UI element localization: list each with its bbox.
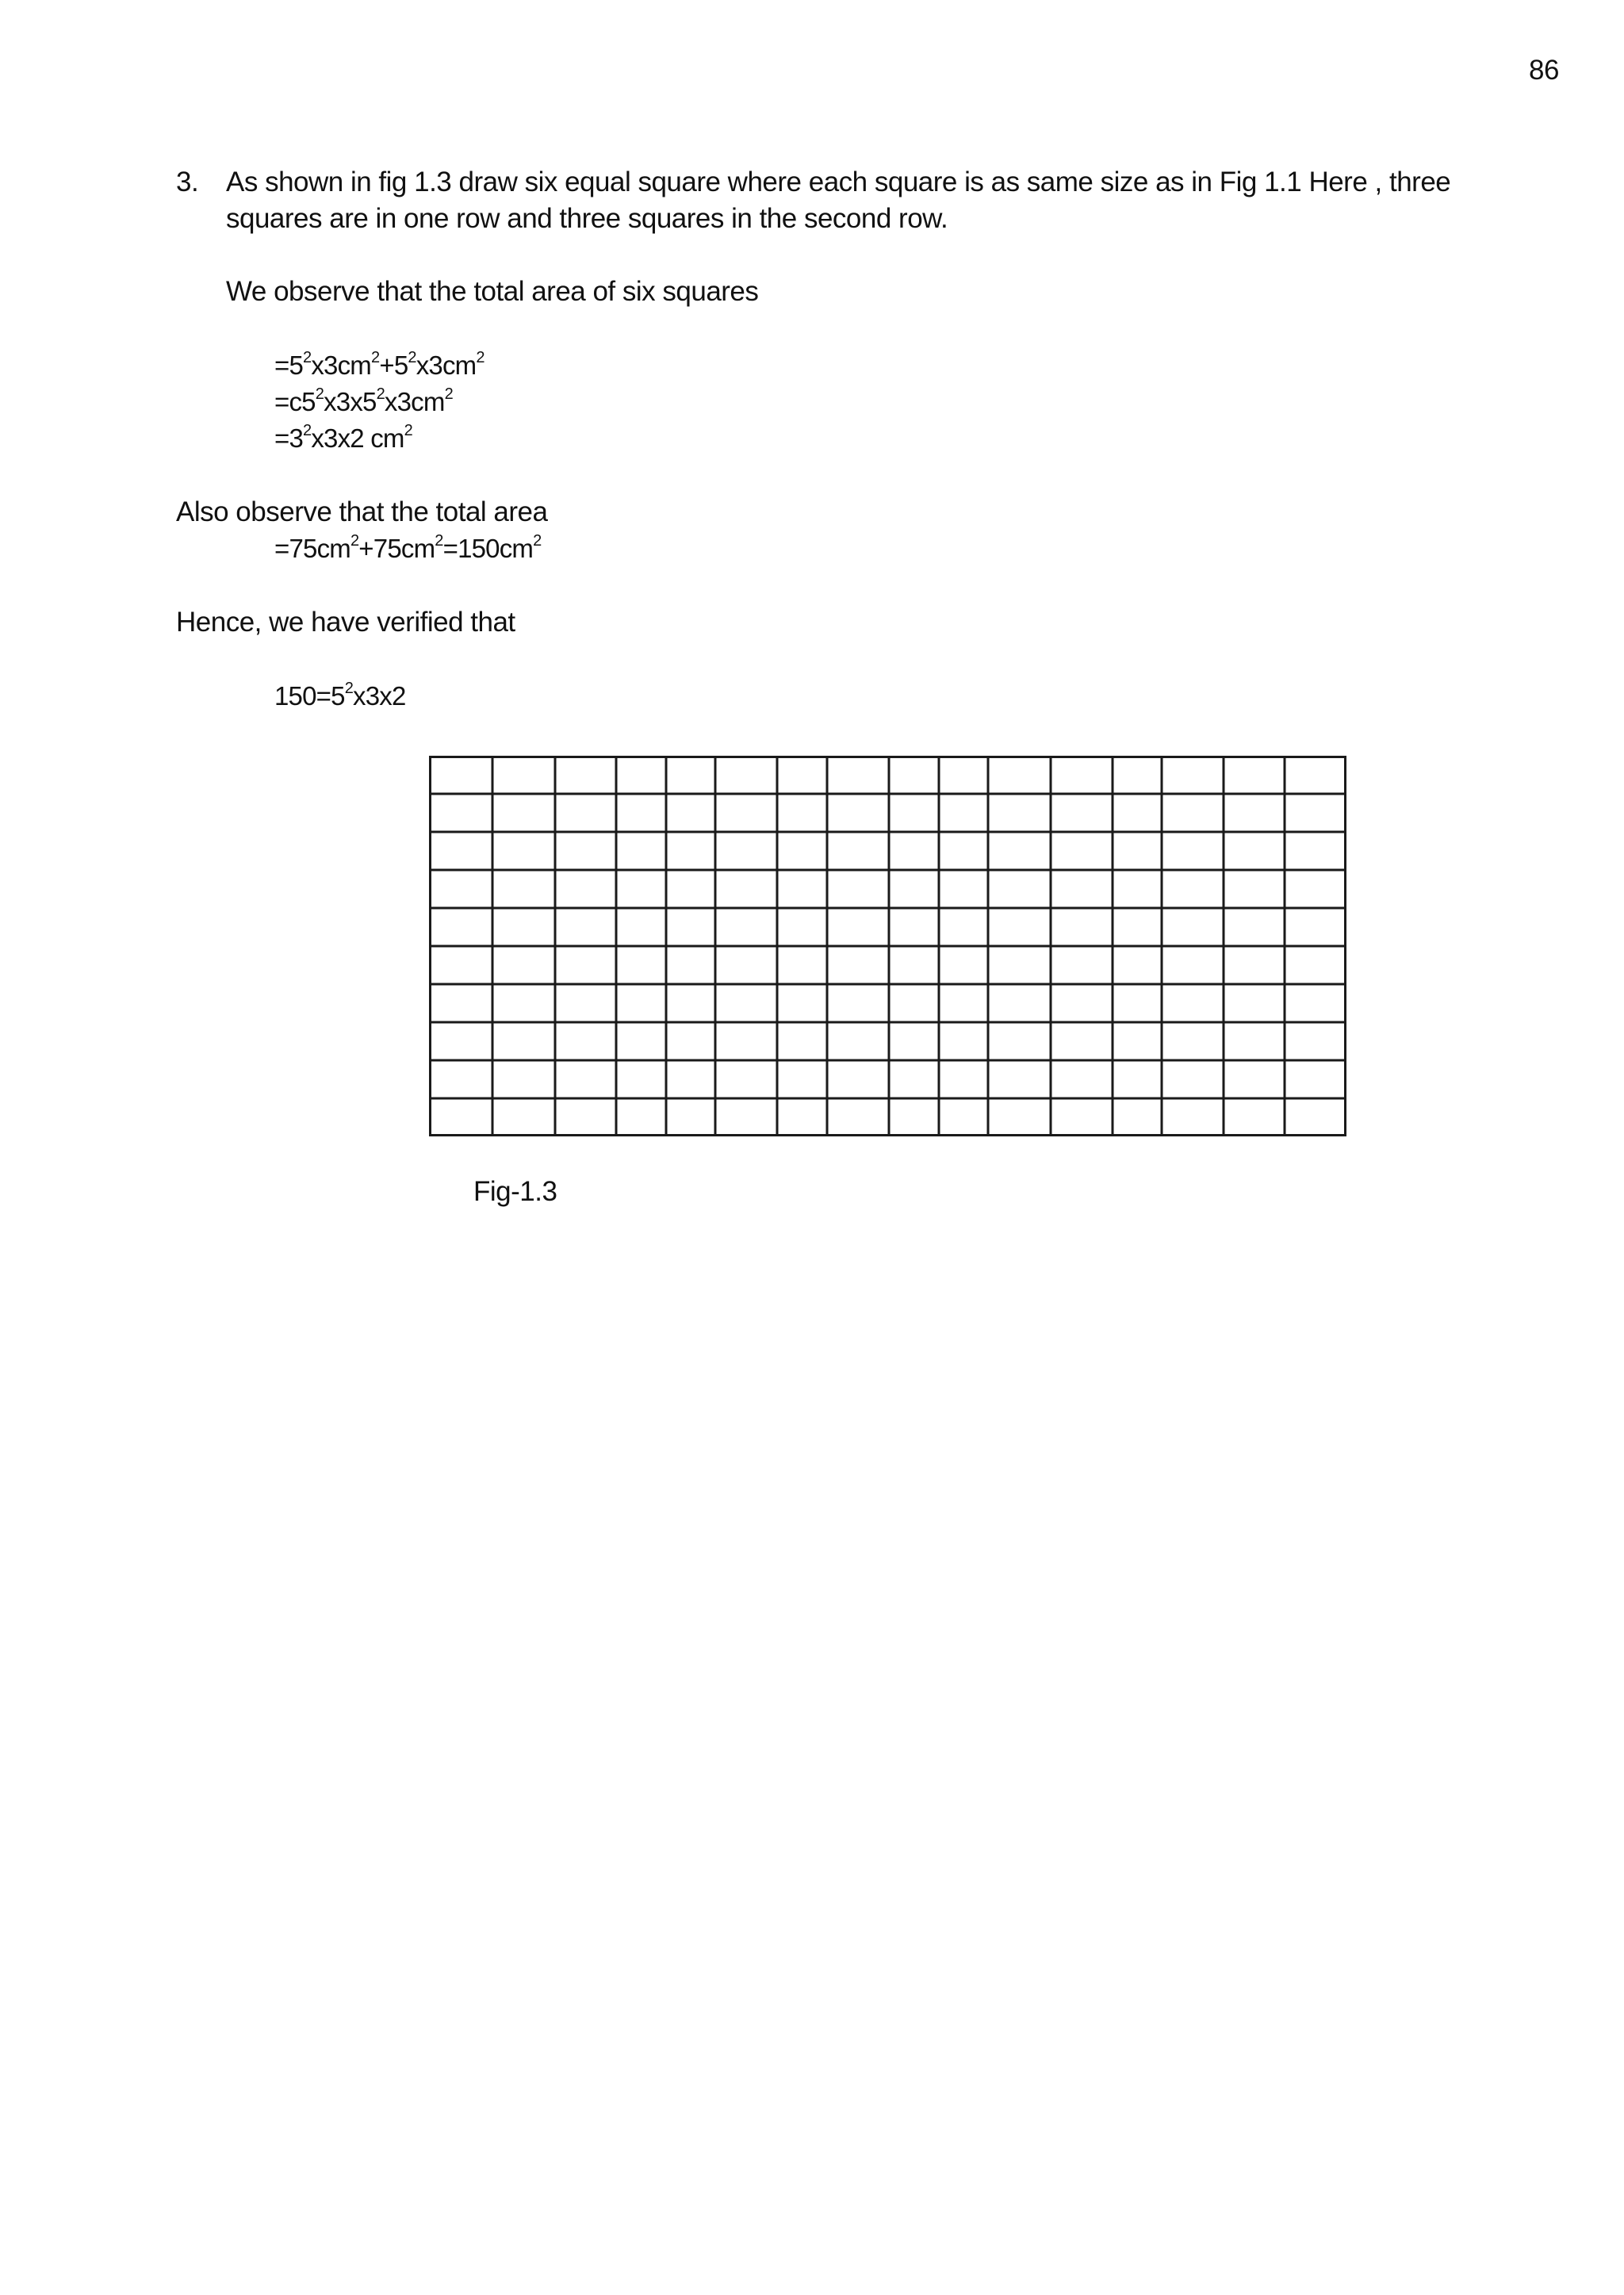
result-equation: $150=5^2x3x2$ — [274, 680, 406, 711]
figure-grid — [429, 756, 1346, 1136]
page-number: 86 — [1529, 55, 1559, 86]
equation-line-2: $=c5^2x3x5^2x3cm^2$ — [274, 385, 453, 416]
hence-text: Hence, we have verified that — [176, 607, 515, 638]
also-observe-text: Also observe that the total area — [176, 496, 548, 527]
figure-caption: Fig-1.3 — [473, 1176, 557, 1207]
equation-line-1: $=5^2x3cm^2+5^2x3cm^2$ — [274, 349, 485, 380]
total-area-equation: $=75cm^2+75cm^2=150cm^2$ — [274, 532, 542, 563]
equation-line-3: $=3^2x3x2$ $cm^2$ — [274, 422, 412, 453]
observe-text: We observe that the total area of six squares — [226, 276, 759, 307]
item-number: 3. — [176, 167, 199, 197]
item-text-line-2: squares are in one row and three squares in the second row. — [226, 203, 948, 234]
item-text-line-1: As shown in fig 1.3 draw six equal square where each square is as same size as in Fig 1.1 Here , three — [226, 167, 1451, 197]
